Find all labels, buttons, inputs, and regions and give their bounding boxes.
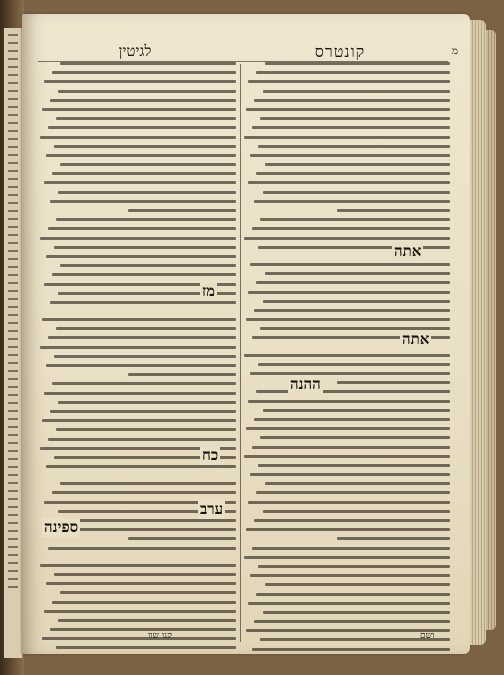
text-line xyxy=(8,554,18,556)
text-line xyxy=(8,258,18,260)
text-line xyxy=(265,163,450,166)
text-line xyxy=(56,117,236,120)
text-line xyxy=(54,246,236,249)
text-line xyxy=(8,402,18,404)
text-line xyxy=(8,426,18,428)
text-line xyxy=(8,314,18,316)
text-line xyxy=(8,362,18,364)
text-line xyxy=(8,50,18,52)
text-line xyxy=(256,71,450,74)
text-line xyxy=(256,593,450,596)
text-line xyxy=(8,394,18,396)
running-head-right: קונטרס xyxy=(314,42,366,61)
text-line xyxy=(8,482,18,484)
text-line xyxy=(254,418,450,421)
page-stack-edge-outer xyxy=(486,30,496,630)
text-line xyxy=(8,354,18,356)
text-line xyxy=(8,250,18,252)
initial-word: אתה xyxy=(402,330,430,348)
text-line xyxy=(250,263,450,266)
text-line xyxy=(256,281,450,284)
text-line xyxy=(46,364,236,367)
text-line xyxy=(337,381,450,384)
text-line xyxy=(44,80,236,83)
text-line xyxy=(8,330,18,332)
initial-word: ערב xyxy=(200,500,224,518)
text-line xyxy=(250,372,450,375)
page-number: מ xyxy=(452,46,458,57)
text-line xyxy=(58,619,236,622)
text-line xyxy=(8,322,18,324)
text-line xyxy=(50,200,236,203)
text-line xyxy=(8,514,18,516)
text-line xyxy=(263,409,450,412)
text-line xyxy=(252,547,450,550)
text-line xyxy=(48,126,236,129)
text-line xyxy=(248,400,450,403)
text-line xyxy=(8,162,18,164)
text-line xyxy=(8,266,18,268)
page-stack-edge xyxy=(470,20,486,645)
text-line xyxy=(246,528,450,531)
text-line xyxy=(252,446,450,449)
text-line xyxy=(258,565,450,568)
text-line xyxy=(256,390,450,393)
text-line xyxy=(250,473,450,476)
text-line xyxy=(8,522,18,524)
text-line xyxy=(258,464,450,467)
text-line xyxy=(8,210,18,212)
text-line xyxy=(8,74,18,76)
column-divider xyxy=(240,64,241,642)
text-line xyxy=(8,546,18,548)
text-line xyxy=(46,154,236,157)
text-line xyxy=(8,530,18,532)
text-line xyxy=(40,237,236,240)
left-text-column xyxy=(40,62,236,656)
text-line xyxy=(8,218,18,220)
text-line xyxy=(265,583,450,586)
text-line xyxy=(248,501,450,504)
text-line xyxy=(254,620,450,623)
text-line xyxy=(44,181,236,184)
text-line xyxy=(8,122,18,124)
text-line xyxy=(244,354,450,357)
text-line xyxy=(8,306,18,308)
text-line xyxy=(8,370,18,372)
text-line xyxy=(56,327,236,330)
catchword-right: ושם xyxy=(420,631,435,641)
text-line xyxy=(8,466,18,468)
text-line xyxy=(46,255,236,258)
text-line xyxy=(8,114,18,116)
text-line xyxy=(244,556,450,559)
text-line xyxy=(8,138,18,140)
text-line xyxy=(8,418,18,420)
text-line xyxy=(244,237,450,240)
text-line xyxy=(244,455,450,458)
text-line xyxy=(8,498,18,500)
text-line xyxy=(8,538,18,540)
text-line xyxy=(252,648,450,651)
text-line xyxy=(8,98,18,100)
text-line xyxy=(54,145,236,148)
text-line xyxy=(8,226,18,228)
text-line xyxy=(248,291,450,294)
text-line xyxy=(8,282,18,284)
text-line xyxy=(8,458,18,460)
text-line xyxy=(8,586,18,588)
text-line xyxy=(337,209,450,212)
text-line xyxy=(8,338,18,340)
text-line xyxy=(60,62,236,65)
text-line xyxy=(252,126,450,129)
text-line xyxy=(254,519,450,522)
paragraph-gap xyxy=(40,474,236,482)
text-line xyxy=(258,145,450,148)
text-line xyxy=(265,272,450,275)
text-line xyxy=(60,163,236,166)
text-line xyxy=(52,172,236,175)
initial-word: מז xyxy=(202,282,216,300)
text-line xyxy=(246,108,450,111)
text-line xyxy=(42,108,236,111)
text-line xyxy=(128,373,236,376)
text-line xyxy=(337,537,450,540)
running-head-left: לגיטין xyxy=(118,42,152,60)
catchword-left: קנו שוו xyxy=(148,631,172,641)
text-line xyxy=(52,273,236,276)
text-line xyxy=(8,170,18,172)
text-line xyxy=(254,99,450,102)
text-line xyxy=(8,34,18,36)
text-line xyxy=(263,300,450,303)
text-line xyxy=(46,582,236,585)
text-line xyxy=(8,562,18,564)
text-line xyxy=(50,99,236,102)
text-line xyxy=(250,154,450,157)
text-line xyxy=(42,318,236,321)
text-line xyxy=(40,346,236,349)
paragraph-gap xyxy=(40,556,236,564)
text-line xyxy=(128,537,236,540)
text-line xyxy=(8,42,18,44)
text-line xyxy=(52,601,236,604)
text-line xyxy=(42,419,236,422)
text-line xyxy=(8,106,18,108)
text-line xyxy=(8,146,18,148)
text-line xyxy=(8,490,18,492)
text-line xyxy=(8,450,18,452)
text-line xyxy=(260,117,450,120)
text-line xyxy=(50,410,236,413)
text-line xyxy=(244,136,450,139)
previous-page-text xyxy=(6,28,20,658)
text-line xyxy=(8,434,18,436)
text-line xyxy=(8,82,18,84)
previous-page-edge xyxy=(4,28,23,658)
text-line xyxy=(8,378,18,380)
text-line xyxy=(265,482,450,485)
text-line xyxy=(258,363,450,366)
text-line xyxy=(48,438,236,441)
text-line xyxy=(60,591,236,594)
text-line xyxy=(48,336,236,339)
text-line xyxy=(8,410,18,412)
text-line xyxy=(48,547,236,550)
text-line xyxy=(8,186,18,188)
text-line xyxy=(54,355,236,358)
text-line xyxy=(52,382,236,385)
text-line xyxy=(8,298,18,300)
text-line xyxy=(42,637,236,640)
text-line xyxy=(60,482,236,485)
text-line xyxy=(263,611,450,614)
text-line xyxy=(256,172,450,175)
text-line xyxy=(8,442,18,444)
text-line xyxy=(56,428,236,431)
text-line xyxy=(8,154,18,156)
text-line xyxy=(44,610,236,613)
text-line xyxy=(260,436,450,439)
initial-word: אתה xyxy=(394,242,422,260)
text-line xyxy=(263,510,450,513)
text-line xyxy=(8,290,18,292)
text-line xyxy=(40,136,236,139)
text-line xyxy=(8,202,18,204)
text-line xyxy=(250,574,450,577)
text-line xyxy=(8,474,18,476)
text-line xyxy=(56,646,236,649)
text-line xyxy=(54,573,236,576)
text-line xyxy=(48,227,236,230)
text-line xyxy=(128,209,236,212)
text-line xyxy=(52,491,236,494)
text-line xyxy=(8,194,18,196)
text-line xyxy=(252,227,450,230)
text-line xyxy=(8,234,18,236)
text-line xyxy=(8,58,18,60)
text-line xyxy=(248,181,450,184)
text-line xyxy=(246,318,450,321)
text-line xyxy=(8,242,18,244)
text-line xyxy=(56,218,236,221)
text-line xyxy=(52,71,236,74)
text-line xyxy=(256,491,450,494)
initial-word: כח xyxy=(202,446,219,464)
initial-word: ההנה xyxy=(290,375,321,393)
text-line xyxy=(265,62,450,65)
right-text-column xyxy=(244,62,450,657)
text-line xyxy=(58,90,236,93)
text-line xyxy=(60,264,236,267)
text-line xyxy=(8,570,18,572)
text-line xyxy=(260,218,450,221)
text-line xyxy=(50,628,236,631)
text-line xyxy=(8,346,18,348)
text-line xyxy=(44,392,236,395)
initial-word: ספינה xyxy=(44,518,79,536)
text-line xyxy=(8,506,18,508)
text-line xyxy=(8,178,18,180)
text-line xyxy=(8,90,18,92)
text-line xyxy=(254,309,450,312)
text-line xyxy=(254,200,450,203)
text-line xyxy=(50,301,236,304)
text-line xyxy=(248,80,450,83)
text-line xyxy=(58,191,236,194)
text-line xyxy=(248,602,450,605)
text-line xyxy=(8,386,18,388)
text-line xyxy=(263,191,450,194)
text-line xyxy=(246,427,450,430)
text-line xyxy=(8,66,18,68)
text-line xyxy=(8,130,18,132)
text-line xyxy=(8,274,18,276)
paragraph-gap xyxy=(40,310,236,318)
text-line xyxy=(46,465,236,468)
text-line xyxy=(263,90,450,93)
text-line xyxy=(40,564,236,567)
text-line xyxy=(8,578,18,580)
text-line xyxy=(58,401,236,404)
